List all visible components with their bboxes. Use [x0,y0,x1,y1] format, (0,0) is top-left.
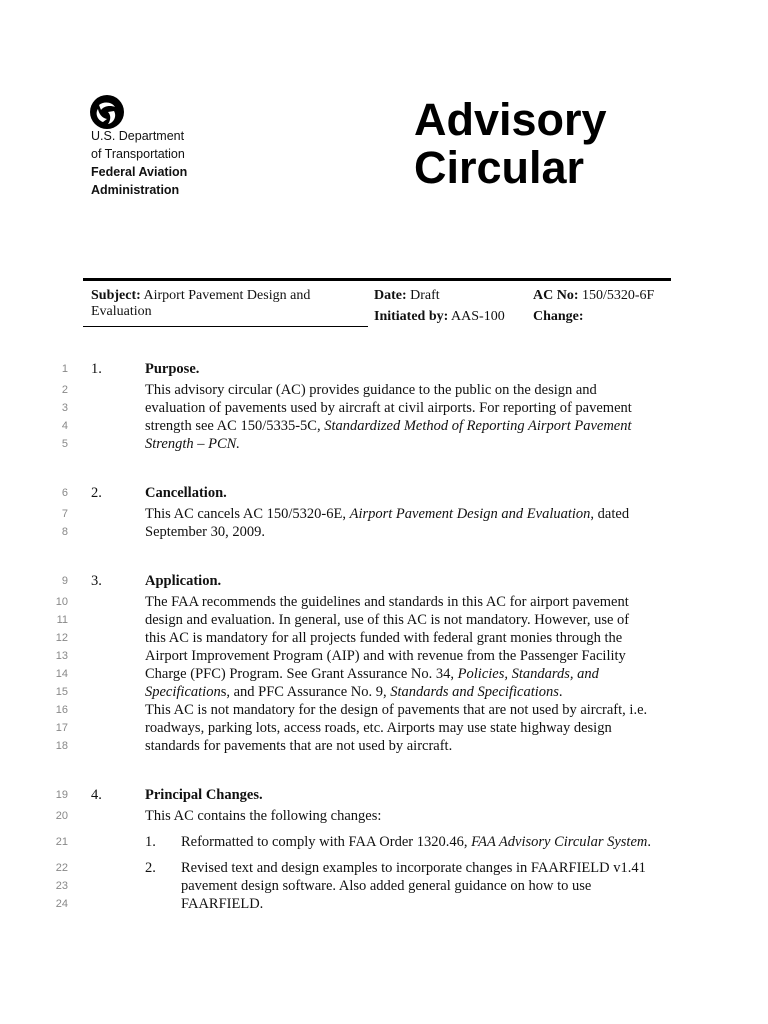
date-label: Date: [374,288,407,303]
change-item-1-text: Reformatted to comply with FAA Order 1320.46, FAA Advisory Circular System. [181,834,651,850]
section-2-text: This AC cancels AC 150/5320-6E, Airport Pavement Design and Evaluation, dated [145,506,630,522]
pcn-doc-title: Standardized Method of Reporting Airport Pavement [324,418,632,434]
line-number: 8 [61,526,68,538]
subject-field [91,287,310,304]
agency-name-line-2: Administration [91,183,180,197]
change-item-2-number: 2. [145,860,156,876]
line-number: 9 [61,575,68,587]
section-4-intro: This AC contains the following changes: [145,808,382,824]
section-1-number: 1. [91,361,102,377]
ac-number-field [533,287,654,304]
line-number: 24 [55,898,68,910]
initiated-label: Initiated by: [374,309,449,324]
section-3-text: standards for pavements that are not used by aircraft. [145,738,453,754]
section-2-heading: Cancellation. [145,485,227,501]
line-number: 2 [61,384,68,396]
line-number: 19 [55,789,68,801]
change-item-2-text: pavement design software. Also added general guidance on how to use [181,878,592,894]
section-3-heading: Application. [145,573,222,589]
change-item-2-text: FAARFIELD. [181,896,264,912]
ac-number-value: 150/5320-6F [582,288,655,303]
date-field [374,287,440,304]
line-number: 21 [55,836,68,848]
subject-value: Airport Pavement Design and [143,288,311,303]
dept-name-line-2: of Transportation [91,147,185,161]
section-3-text: design and evaluation. In general, use of this AC is not mandatory. However, use of [145,612,630,628]
change-item-2-text: Revised text and design examples to incorporate changes in FAARFIELD v1.41 [181,860,646,876]
section-3-text: Airport Improvement Program (AIP) and with revenue from the Passenger Facility [145,648,626,664]
document-title [414,96,607,192]
line-number: 15 [55,686,68,698]
subject-underline [83,326,368,327]
line-number: 23 [55,880,68,892]
change-item-1-number: 1. [145,834,156,850]
line-number: 17 [55,722,68,734]
line-number: 11 [56,614,68,626]
section-1-text: evaluation of pavements used by aircraft at civil airports. For reporting of pavement [145,400,632,416]
line-number: 16 [55,704,68,716]
subject-value-line-2: Evaluation [91,304,152,319]
ac-number-label: AC No: [533,288,579,303]
dot-logo-icon [90,95,124,129]
line-number: 14 [55,668,68,680]
initiated-field [374,308,505,325]
section-3-text: This AC is not mandatory for the design of pavements that are not used by aircraft, i.e. [145,702,648,718]
section-2-number: 2. [91,485,102,501]
section-3-text: roadways, parking lots, access roads, etc. Airports may use state highway design [145,720,612,736]
initiated-value: AAS-100 [451,309,505,324]
section-3-text: The FAA recommends the guidelines and standards in this AC for airport pavement [145,594,629,610]
section-1-text: This advisory circular (AC) provides guidance to the public on the design and [145,382,597,398]
line-number: 10 [55,596,68,608]
agency-name-line-1: Federal Aviation [91,165,188,179]
line-number: 3 [61,402,68,414]
line-number: 12 [55,632,68,644]
line-number: 20 [55,810,68,822]
subject-label: Subject: [91,288,141,303]
section-3-text: this AC is mandatory for all projects funded with federal grant monies through the [145,630,623,646]
title-line-2: Circular [414,142,585,193]
section-1-text: strength see AC 150/5335-5C, Standardized Method of Reporting Airport Pavement [145,418,632,434]
change-label: Change: [533,309,584,324]
line-number: 22 [55,862,68,874]
section-2-text: September 30, 2009. [145,524,266,540]
section-3-text: Specifications, and PFC Assurance No. 9, Standards and Specifications. [145,684,563,700]
header-top-rule [83,278,671,281]
line-number: 13 [55,650,68,662]
line-number: 7 [61,508,68,520]
line-number: 5 [61,438,68,450]
section-4-number: 4. [91,787,102,803]
dept-name-line-1: U.S. Department [91,129,185,143]
line-number: 18 [55,740,68,752]
date-value: Draft [410,288,440,303]
change-field [533,308,584,325]
line-number: 6 [61,487,68,499]
title-line-1: Advisory [414,94,607,145]
section-3-text: Charge (PFC) Program. See Grant Assurance No. 34, Policies, Standards, and [145,666,599,682]
line-number: 4 [61,420,68,432]
section-4-heading: Principal Changes. [145,787,263,803]
section-1-heading: Purpose. [145,361,200,377]
section-3-number: 3. [91,573,102,589]
line-number: 1 [61,363,68,375]
section-1-text: Strength – PCN. [145,436,240,452]
cancelled-doc-title: Airport Pavement Design and Evaluation [349,506,591,522]
